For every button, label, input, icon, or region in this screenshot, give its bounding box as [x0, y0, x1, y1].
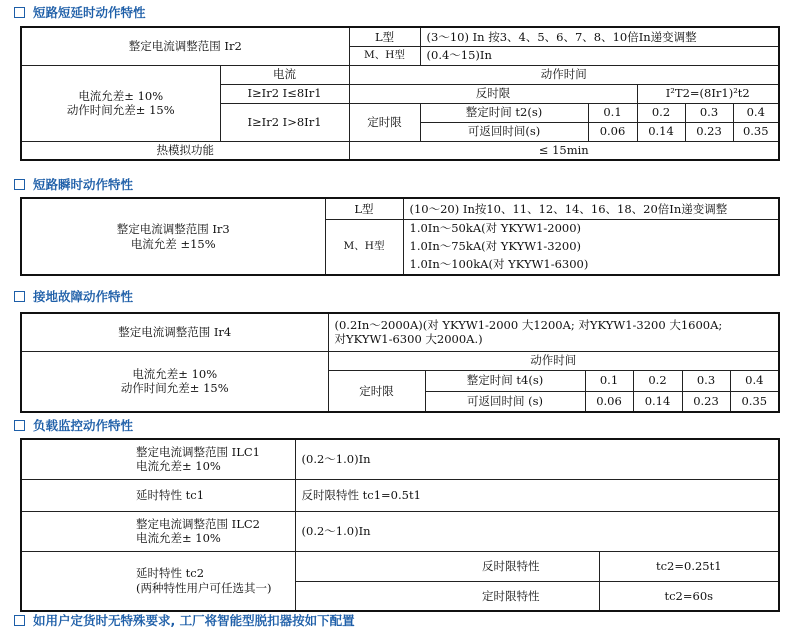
- return-time-value: 0.35: [733, 122, 779, 141]
- lm-r1-label1: 整定电流调整范围 ILC1: [136, 444, 260, 459]
- short-delay-table: [20, 26, 780, 161]
- inverse-label: 反时限: [349, 84, 637, 103]
- instant-range-label: 整定电流调整范围 Ir3: [116, 222, 230, 237]
- gf-return-time-value: 0.14: [633, 391, 682, 412]
- instant-range-cell: [21, 198, 325, 275]
- lm-r2-value: 反时限特性 tc1=0.5t1: [295, 479, 779, 511]
- section-title-instantaneous: [14, 175, 133, 193]
- return-time-value: 0.06: [588, 122, 637, 141]
- section-title-default-config: [14, 611, 355, 629]
- instant-l-desc: (10～20) In按10、11、12、14、16、18、20倍In递变调整: [403, 198, 779, 219]
- checkbox-icon: [14, 291, 25, 302]
- lm-r2-label: 延时特性 tc1: [21, 479, 295, 511]
- tolerance-current: 电流允差± 10%: [78, 88, 164, 103]
- definite-label: 定时限: [349, 103, 420, 141]
- section-title-text: 接地故障动作特性: [33, 289, 134, 304]
- gf-definite-label: 定时限: [328, 370, 425, 412]
- gf-return-time-value: 0.06: [585, 391, 633, 412]
- return-time-label: 可返回时间(s): [420, 122, 588, 141]
- instant-mh-desc: [403, 219, 779, 275]
- section-title-load-monitor: [14, 416, 133, 434]
- instant-mh-type: M、H型: [325, 219, 403, 275]
- instant-mh-line: 1.0In～75kA(对 YKYW1-3200): [409, 238, 582, 253]
- range-label: 整定电流调整范围 Ir2: [21, 27, 349, 65]
- inverse-formula: I²T2=(8Ir1)²t2: [637, 84, 779, 103]
- lm-r4-label: [21, 551, 295, 611]
- gf-return-time-label: 可返回时间 (s): [425, 391, 585, 412]
- gf-action-time-header: 动作时间: [328, 351, 779, 370]
- section-title-short-delay: [14, 3, 146, 21]
- current-header: 电流: [220, 65, 349, 84]
- set-time-value: 0.2: [637, 103, 685, 122]
- section-title-text: 负载监控动作特性: [33, 418, 134, 433]
- section-title-text: 短路短延时动作特性: [33, 5, 146, 20]
- set-time-label: 整定时间 t2(s): [420, 103, 588, 122]
- lm-inverse-label: 反时限特性: [423, 551, 599, 581]
- return-time-value: 0.23: [685, 122, 733, 141]
- lm-spacer: [295, 581, 423, 611]
- lm-r3-label1: 整定电流调整范围 ILC2: [136, 516, 260, 531]
- set-time-value: 0.4: [733, 103, 779, 122]
- lm-r1-label: [21, 439, 295, 479]
- instant-l-type: L型: [325, 198, 403, 219]
- condition-definite: I≥Ir2 I>8Ir1: [220, 103, 349, 141]
- gf-return-time-value: 0.23: [682, 391, 730, 412]
- instant-mh-line: 1.0In～50kA(对 YKYW1-2000): [409, 221, 582, 236]
- action-time-header: 动作时间: [349, 65, 779, 84]
- load-monitor-table: [20, 438, 780, 612]
- gf-tolerance-current: 电流允差± 10%: [132, 366, 218, 381]
- gf-set-time-value: 0.1: [585, 370, 633, 391]
- mh-desc: (0.4～15)In: [420, 46, 779, 65]
- lm-definite-value: tc2=60s: [599, 581, 779, 611]
- condition-inverse: I≥Ir2 I≤8Ir1: [220, 84, 349, 103]
- gf-set-time-value: 0.4: [730, 370, 779, 391]
- lm-r4-label1: 延时特性 tc2: [136, 566, 205, 581]
- gf-set-time-value: 0.2: [633, 370, 682, 391]
- gf-set-time-value: 0.3: [682, 370, 730, 391]
- checkbox-icon: [14, 179, 25, 190]
- instantaneous-table: [20, 197, 780, 276]
- lm-r4-label2: (两种特性用户可任选其一): [136, 580, 272, 595]
- checkbox-icon: [14, 615, 25, 626]
- lm-r1-label2: 电流允差± 10%: [136, 459, 221, 474]
- return-time-value: 0.14: [637, 122, 685, 141]
- tolerance-cell: [21, 65, 220, 141]
- lm-r3-label2: 电流允差± 10%: [136, 531, 221, 545]
- gf-range-label: 整定电流调整范围 Ir4: [21, 313, 328, 351]
- gf-range-line: (0.2In～2000A)(对 YKYW1-2000 大1200A; 对YKYW1-3200 大1600A;: [334, 317, 723, 332]
- gf-range-line: 对YKYW1-6300 大2000A.): [334, 332, 483, 347]
- thermal-label: 热模拟功能: [21, 141, 349, 160]
- lm-r3-label: [21, 511, 295, 551]
- checkbox-icon: [14, 420, 25, 431]
- set-time-value: 0.1: [588, 103, 637, 122]
- lm-inverse-value: tc2=0.25t1: [599, 551, 779, 581]
- gf-return-time-value: 0.35: [730, 391, 779, 412]
- lm-spacer: [295, 551, 423, 581]
- gf-set-time-label: 整定时间 t4(s): [425, 370, 585, 391]
- l-type: L型: [349, 27, 420, 46]
- checkbox-icon: [14, 7, 25, 18]
- tolerance-time: 动作时间允差± 15%: [66, 103, 175, 117]
- thermal-value: ≤ 15min: [349, 141, 779, 160]
- ground-fault-table: [20, 312, 780, 413]
- instant-tolerance: 电流允差 ±15%: [130, 236, 216, 251]
- l-desc: (3～10) In 按3、4、5、6、7、8、10倍In递变调整: [420, 27, 779, 46]
- gf-tolerance-time: 动作时间允差± 15%: [120, 381, 229, 396]
- lm-definite-label: 定时限特性: [423, 581, 599, 611]
- lm-r1-value: (0.2～1.0)In: [295, 439, 779, 479]
- gf-tolerance-cell: [21, 351, 328, 412]
- lm-r3-value: (0.2～1.0)In: [295, 511, 779, 551]
- mh-type: M、H型: [349, 46, 420, 65]
- instant-mh-line: 1.0In～100kA(对 YKYW1-6300): [409, 256, 589, 271]
- set-time-value: 0.3: [685, 103, 733, 122]
- section-title-text: 短路瞬时动作特性: [33, 177, 134, 192]
- gf-range-desc: [328, 313, 779, 351]
- section-title-ground-fault: [14, 287, 133, 305]
- section-title-text: 如用户定货时无特殊要求, 工厂将智能型脱扣器按如下配置: [33, 613, 355, 628]
